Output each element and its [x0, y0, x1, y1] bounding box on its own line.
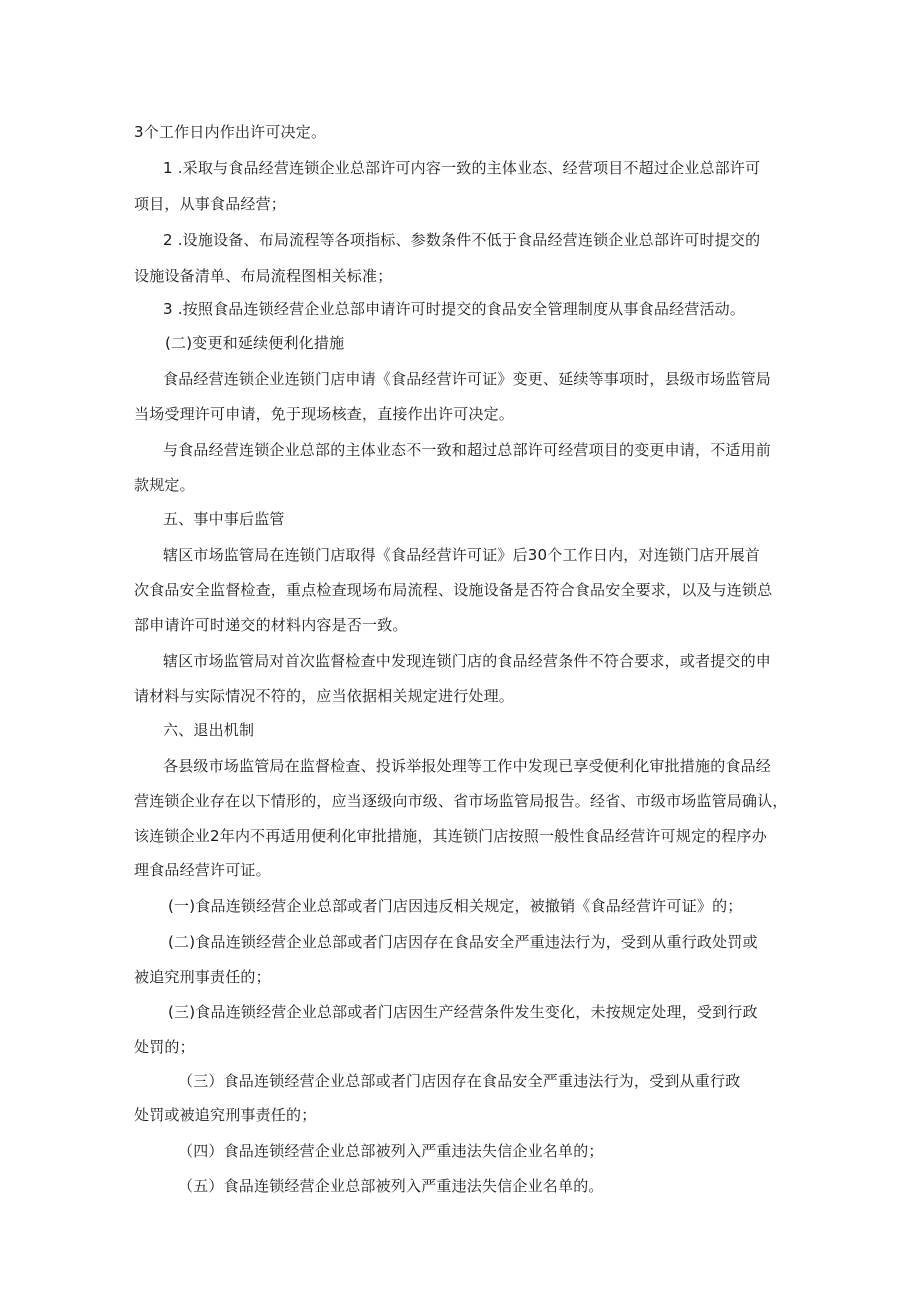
text-line: 请材料与实际情况不符的，应当依据相关规定进行处理。: [134, 687, 515, 705]
list-item: (一)食品连锁经营企业总部或者门店因违反相关规定，被撤销《食品经营许可证》的；: [168, 897, 743, 915]
text-line: 该连锁企业2年内不再适用便利化审批措施，其连锁门店按照一般性食品经营许可规定的程序办: [134, 827, 767, 845]
text-line: 被追究刑事责任的；: [134, 968, 271, 986]
text-line: 处罚的；: [134, 1038, 195, 1056]
text-line: 设施设备清单、布局流程图相关标准；: [134, 267, 393, 285]
text-line: 款规定。: [134, 476, 195, 494]
list-item: （四）食品连锁经营企业总部被列入严重违法失信企业名单的；: [178, 1142, 604, 1160]
section-heading: 五、事中事后监管: [163, 510, 285, 528]
list-item: (二)食品连锁经营企业总部或者门店因存在食品安全严重违法行为，受到从重行政处罚或: [168, 933, 758, 951]
text-line: 次食品安全监督检查，重点检查现场布局流程、设施设备是否符合食品安全要求，以及与连锁总: [134, 581, 773, 599]
text-line: 辖区市场监管局在连锁门店取得《食品经营许可证》后30个工作日内，对连锁门店开展首: [163, 546, 761, 564]
text-line: 食品经营连锁企业连锁门店申请《食品经营许可证》变更、延续等事项时，县级市场监管局: [163, 370, 772, 388]
list-item: 2 .设施设备、布局流程等各项指标、参数条件不低于食品经营连锁企业总部许可时提交的: [163, 231, 761, 249]
text-line: 营连锁企业存在以下情形的，应当逐级向市级、省市场监管局报告。经省、市级市场监管局确认，: [134, 792, 788, 810]
text-line: 辖区市场监管局对首次监督检查中发现连锁门店的食品经营条件不符合要求，或者提交的申: [163, 652, 772, 670]
text-line: 理食品经营许可证。: [134, 861, 271, 879]
list-item: (三)食品连锁经营企业总部或者门店因生产经营条件发生变化，未按规定处理，受到行政: [168, 1003, 758, 1021]
text-line: 当场受理许可申请，免于现场核查，直接作出许可决定。: [134, 405, 515, 423]
section-subheading: (二)变更和延续便利化措施: [165, 334, 345, 352]
text-line: 部申请许可时递交的材料内容是否一致。: [134, 616, 408, 634]
list-item: （五）食品连锁经营企业总部被列入严重违法失信企业名单的。: [178, 1177, 604, 1195]
text-line: 各县级市场监管局在监督检查、投诉举报处理等工作中发现已享受便利化审批措施的食品经: [163, 757, 772, 775]
text-line: 处罚或被追究刑事责任的；: [134, 1106, 317, 1124]
list-item: 1 .采取与食品经营连锁企业总部许可内容一致的主体业态、经营项目不超过企业总部许可: [163, 159, 761, 177]
section-heading: 六、退出机制: [163, 721, 255, 739]
list-item: 3 .按照食品连锁经营企业总部申请许可时提交的食品安全管理制度从事食品经营活动。: [163, 300, 746, 318]
list-item: （三）食品连锁经营企业总部或者门店因存在食品安全严重违法行为，受到从重行政: [178, 1072, 741, 1090]
text-line: 与食品经营连锁企业总部的主体业态不一致和超过总部许可经营项目的变更申请，不适用前: [163, 441, 772, 459]
text-line: 3个工作日内作出许可决定。: [134, 123, 327, 141]
text-line: 项目，从事食品经营；: [134, 195, 287, 213]
